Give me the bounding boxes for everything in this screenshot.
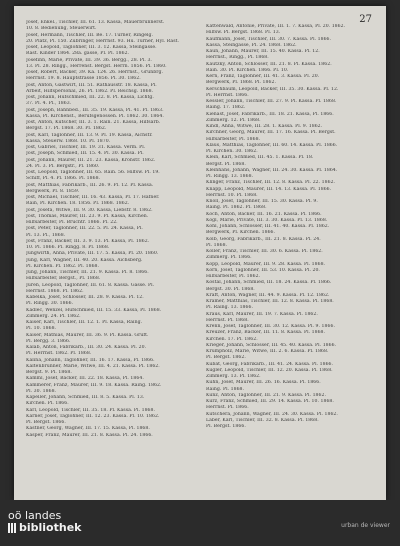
left-column-entry: Kalina, Johann, Taglöhner, III. 16. 17. Kassa, Pl. 1866. — [26, 357, 155, 363]
right-column-entry: Laber, Karl, Tischler, III. 32. 8. Kassa. Pl. 1868. — [206, 417, 319, 423]
left-column-entry: Kaiser, Karl, Tischler, III. 12. 1. Pl. Kassa, Raing. — [26, 320, 143, 325]
right-column-entry: Raing. 17. 1862. — [206, 105, 246, 111]
left-column — [26, 20, 194, 492]
right-column-entry: Kurz, Franz, Schmied, III. 29. 14. Kassa. Pl. 10. 1868. — [206, 399, 334, 404]
left-column-entry: Bergst. 17. Pl. 1868. 30. Pl. 1862. — [26, 126, 107, 132]
right-column-entry: Klaus, Matthias, Taglöhner, III. 60. 14. Kassa. Pl. 1866. — [206, 142, 338, 148]
left-column-entry: Pl. Bergg. 3. 1866. — [26, 338, 71, 344]
right-column-entry: Kugler, Leopold, Tischler, III. 12. 20. Kassa. Pl. 1868. — [206, 367, 333, 373]
left-column-entry: 20. Platz, Pl. 150. Zubringer, Herrnst. 93. Hu. Turner, Hyl. Rast. — [26, 38, 180, 44]
left-column-entry: Jost, Gabriel, Tischler, III. 19. 31. Kassa. Verm. Pl. — [26, 145, 146, 150]
left-column-entry: Jost, Josefa, Witwe, III. 9. 30. Kassa, Liebstr. 8. 1862. — [26, 207, 153, 213]
right-column-entry: Pl. Raing. 13. 1866. — [206, 305, 253, 311]
right-column-entry: Zimmerg. 13. Pl. 1862. — [206, 374, 261, 379]
right-column-entry: Bergwerk, Pl. Kirchen. 1866. — [206, 230, 276, 236]
left-column-entry: 24. Pl. 3. Pl. Bergstr., Pl. 1860. — [26, 163, 100, 169]
right-column-entry: Kopp, Leopold, Maurer, III. 9. 28. Kassa. Pl. 1868. — [206, 261, 326, 267]
logo-text-bottom: bibliothek — [19, 521, 82, 534]
right-column-entry: Rain. 30. Pl. Kirchen. 1866. Pl. 10. — [206, 67, 289, 73]
right-column-entry: Kraft, Anton, Wagner, III. 44. 9. Kassa. Pl. 12. 1862. — [206, 292, 330, 298]
logo-line-bottom — [8, 522, 81, 534]
left-column-entry: Kassa, Pl. Kirchenst., Berufsgenossen. Pl. 1862. 30. 1864. — [26, 113, 164, 119]
right-column-entry: Kaun, Johann, Maurer, III. 15. 40. Kassa. Pl. 12. — [206, 49, 320, 54]
right-column-entry: Knapp, Leopold, Maurer, III. 14. 13. Kassa. Pl. 1866. — [206, 186, 332, 192]
left-column-entry: 10. 8. Bedienung, Steuerwirt. — [26, 26, 97, 32]
right-column-entry: Kautzky, Anton, Schlosser, III. 21. 8. Pl. Kassa. 1862. — [206, 61, 332, 67]
left-column-entry: Bergst. 9. Pl. 1868. — [26, 370, 72, 375]
left-column-entry: Rast. Kinder 1864. 28a. gasse, Pl. Pl. 1862. — [26, 51, 130, 57]
left-column-entry: Jost, Johann, Maurer, III. 21. 23. Kassa, Kronstr. 1862. — [26, 157, 156, 163]
right-column-entry: Kleinhans, Johann, Wagner, III. 24. 30. Kassa. Pl. 1864. — [206, 167, 338, 173]
right-column-entry: Krumpholz, Marie, Witwe, III. 2. 6. Kassa. Pl. 1868. — [206, 349, 329, 354]
right-column-entry: Kirchner, Georg, Maurer, III. 17. 16. Kassa. Pl. Bergst. — [206, 130, 336, 136]
left-column-entry: 13. Pl. 28. Ringg., Herrenst. Bergst. Herrn. 1856. Pl. 1860. — [26, 63, 167, 69]
right-column-entry: Klein, Karl, Schmied, III. 45. 1. Kassa. Pl. 18. — [206, 155, 314, 161]
right-column-entry: Koch, Anton, Bäcker, III. 16. 21. Kassa. Pl. 1866. — [206, 211, 322, 217]
left-column-entry: Pl. Herrnst. 1862. Pl. 1868. — [26, 351, 92, 357]
right-column-entry: Pl. Kirchen. 30. 1862. — [206, 149, 258, 154]
right-column-entry: Kaufmann, Josef, Tischler, III. 30. 7. Kassa. Pl. 1866. — [206, 36, 332, 42]
left-column-entry: Pl. 30. 1868. — [26, 388, 57, 394]
right-column-entry: Kutschera, Johann, Wagner, III. 24. 30. Kassa. Pl. 1862. — [206, 411, 338, 417]
right-column-entry: Bergst. Pl. 1868. — [206, 161, 246, 167]
right-column-entry: Kreuzer, Franz, Bäcker, III. 11. 8. Kassa. Pl. 1868. — [206, 330, 326, 336]
left-column-entry: Schiff, Pl. 4. Pl. 1866. Pl. 1868. — [26, 176, 101, 182]
left-column-entry: Bergwerk, Pl. 8. 1859. — [26, 188, 80, 194]
left-column-entry: Herrnst. 1868. Pl. 1862. — [26, 288, 84, 294]
right-column-entry: Kramer, Matthias, Tischler, III. 12. 8. Kassa. Pl. 1868. — [206, 299, 334, 304]
left-column-entry: Arbeit, Hilfspersonal, 26. Pl. 1862. Pl. Reichsg. 1868. — [26, 88, 154, 94]
left-column-entry: Herrnst. 19. 8. Hauptstrasse 1856. Pl. 30. 1862. — [26, 76, 141, 82]
left-column-entry: Jost, Anton, Kutscher, III. 3. 1. Rain. 21. Kassa, Hilfsarb. — [26, 120, 161, 125]
left-column-entry: Josefinn, Marie, Private, III. 39. 36. Bergg., 28. Pl. 3. — [26, 57, 152, 63]
left-column-entry: Pl. 10. 1868. — [26, 326, 57, 332]
right-column-entry: Kostal, Johann, Schmied, III. 18. 24. Kassa. Pl. 1866. — [206, 280, 332, 286]
right-column-entry: Klinger, Franz, Tischler, III. 12. 8. Kassa. Pl. 22. 1862. — [206, 180, 336, 186]
right-column-entry: Kunz, Anton, Taglöhner, III. 21. 9. Kassa. Pl. 1862. — [206, 392, 326, 398]
right-column-entry: Raing. Pl. 1862. Pl. 1868. — [206, 205, 267, 211]
right-column-entry: Pl. Herrnst. 1866. — [206, 92, 249, 98]
left-column-entry: Kaiser, Mathias, Maurer, III. 36. 9. Pl. Kassa. Gruft. — [26, 332, 149, 338]
left-column-entry: Kassa, Steuerw. 1868. 10. Pl. 1870. — [26, 138, 111, 144]
left-column-entry: Josef, Hermann, Tischler, III. Be. 17. Turner, Ringelg. — [26, 32, 154, 38]
left-column-entry: Jost, Joseph, Bahnbed., III. 35. 19. Kassa, Pl. 41. Pl. 1863. — [26, 107, 164, 113]
left-column-entry: Zimmerg. 24. Pl. 1862. — [26, 313, 81, 319]
left-column-entry: Kammerer, Franz, Maurer, III. 9. 18. Kassa. Raing. 1862. — [26, 382, 162, 388]
left-column-entry: Kastner, Georg, Wagner, III. 17. 15. Kassa, Pl. 1868. — [26, 426, 150, 432]
left-column-entry: Kasper, Franz, Maurer, III. 21. 8. Kassa. Pl. 24. 1866. — [26, 432, 153, 438]
right-column-entry: Herrnst. 10. Pl. 1868. — [206, 192, 258, 198]
right-column-entry: Kassa, Steingasse, Pl. 24. 1868. 1862. — [206, 42, 297, 48]
left-column-entry: Kabelka, Josef, Schlosser, III. 28. 9. Kassa. Pl. 12. — [26, 295, 144, 300]
viewer-brand: urban de viewer — [341, 522, 390, 529]
left-column-entry: 37. Pl. 4. Pl., 1863. — [26, 101, 72, 107]
left-column-entry: Jost, Johann, Hufschmied, III. 22. 8. Pl. Kassa, Lichtg. — [26, 95, 154, 100]
logo-text-top: oö landes — [8, 509, 62, 522]
right-column-entry: Herrnst., Ringg., Pl. 1868. — [206, 55, 269, 61]
right-column-entry: Herrnst. Pl. 1868. — [206, 317, 249, 323]
right-column-entry: Pl. 1868. — [206, 242, 228, 248]
right-column-entry: Zimmerg. Pl. 1866. — [206, 255, 252, 261]
right-column-entry: Kubat, Georg, Fabrikarb., III. 41. 24. Kassa. Pl. 1866. — [206, 361, 334, 367]
logo-bars-icon — [8, 523, 16, 533]
document-page — [14, 6, 386, 500]
left-column-entry: Pl. 13. Pl., 1868. — [26, 232, 66, 238]
left-column-entry: Jost, Peter, Taglöhner, III. 22. 5. Pl. 24. Kassa, Pl. — [26, 226, 143, 232]
left-column-entry: Juren, Leopold, Taglöhner, III. 61. 8. Kassa. Gasse. Pl. — [26, 282, 155, 288]
right-column-entry: Krenn, Josef, Taglöhner, III. 30. 12. Kassa. Pl. 9. 1866. — [206, 324, 335, 329]
left-column-entry: Josef, Robert, Bäcker, 39. Ka. 124. 26. Herrnst., Grünbrg. — [26, 70, 163, 75]
right-column-entry: Hilfsarbeiter, Pl. 1868. — [206, 136, 261, 142]
left-column-entry: Kalab, Anton, Fabrikarb., III. 30. 24. Kassa. Pl. 20. — [26, 345, 147, 350]
left-column-entry: Jost, Thomas, Maurer, III. 23. 9. Pl. Kassa, Kirchen. — [26, 213, 149, 219]
right-column-entry: Kolb, Georg, Fabrikarb., III. 21. 8. Kassa. Pl. 24. — [206, 236, 321, 242]
right-column-entry: Kern, Franz, Taglöhner, III. 41. 3. Kassa. Pl. 20. — [206, 74, 320, 79]
left-column-entry: Jost, Matthias, Fabrikarb., III. 26. 9. Pl. 12. Pl. Kassa. — [26, 182, 154, 188]
left-column-entry: Kirchen. Pl. 1866. — [26, 401, 69, 407]
left-column-entry: Jost, Leopold, Taglöhner, III. 65. Rain. 56. Hilfsw. Pl. 19. — [26, 170, 160, 175]
right-column-entry: Pl. Ringg. 13. 1868. — [206, 174, 254, 179]
left-column-entry: Pl. Kirchen. Pl. 1862. Pl. 1868. — [26, 263, 100, 269]
left-column-entry: Rain, Pl. Kirchen. 18. 1856. Pl. 1868. 1862. — [26, 201, 130, 207]
left-column-entry: Jung, Karl, Wagner, III. 40. 20. Kassa. Aichsberg. — [26, 257, 143, 263]
left-column-entry: Hilfsarbeiter, Pl. Bruchtr. 1866. Pl. 22. — [26, 220, 118, 225]
right-column-entry: Kohl, Johann, Schlosser, III. 41. 40. Kassa. Pl. 1862. — [206, 224, 330, 229]
left-column-entry: Hilfsarbeiter, Bergst., Pl. 1868. — [26, 276, 101, 282]
viewer-footer — [0, 500, 400, 546]
right-column-entry: Hilfsarbeiter, Pl. 1862. — [206, 274, 261, 279]
right-column-entry: Krieger, Johann, Schlosser, III. 45. 40. Kassa. Pl. 1866. — [206, 342, 337, 348]
left-column-entry: Pl. Bergst. 1866. — [26, 420, 66, 425]
left-column-entry: Josef, Enkel., Tischler, III. 61. 13. Kassa, Mauerbrunnerst. — [26, 20, 165, 25]
left-column-entry: Karl, Leopold, Tischler, III. 35. 18. Pl. Kassa. Pl. 1868. — [26, 407, 156, 413]
left-column-entry: Jost, Anton, Gastwirt, III. 51. Rathausstr. 18. Kassa, Pl. — [26, 82, 157, 88]
left-column-entry: Jungwirth, Anna, Private, III. 17. 5. Kassa, Pl. 20. 1860. — [26, 251, 159, 257]
left-column-entry: Jost, Michael, Tischler, III. 16. 43. Kassa, Pl. 17. Hafner. — [26, 195, 160, 200]
left-column-entry: Jost, Franz, Bäcker, III. 3. 9. 13. Pl. Kassa, Pl. 1862. — [26, 238, 150, 244]
right-column-entry: Korn, Josef, Taglöhner, III. 53. 10. Kassa. Pl. 20. — [206, 267, 320, 273]
right-column-entry: Bergwerk, Pl. 1868. Pl. 1862. — [206, 80, 276, 86]
left-column-entry: Kaltenbrunner, Marie, Witwe, III. 4. 21. Kassa. Pl. 1862. — [26, 363, 160, 369]
left-column-entry: 10. Pl. 1866. Pl. Ringg. 8. Pl. 1868. — [26, 245, 110, 250]
left-column-entry: Jost, Joseph, Schmied, III. 15. 4. Pl. 30. Kassa. Pl. — [26, 151, 144, 157]
right-column-entry: Kattenwald, Antonie, Private, III. 1. 7. Kassa, Pl. 20. 1862. — [206, 24, 346, 29]
right-column-entry: Koller, Franz, Tischler, III. 30. 6. Kassa. Pl. 1862. — [206, 249, 323, 254]
right-column-entry: Raing. Pl. 1868. — [206, 386, 245, 392]
right-column-entry: Kirchen. 17. Pl. 1862. — [206, 336, 258, 342]
right-column-entry: Kessler, Johann, Tischler, III. 27. 9. Pl. Kassa. Pl. 1868. — [206, 99, 337, 104]
right-column-entry: Kraus, Karl, Maurer, III. 19. 7. Kassa. Pl. 1862. — [206, 311, 318, 317]
left-column-entry: Pl. Ringg. 30. 1866. — [26, 301, 74, 307]
left-column-entry: Josef, Leopold, Taglöhner, III. 3. 12. Kassa, Steingasse. — [26, 45, 157, 50]
right-column-entry: Pl. Bergst. 1862. — [206, 355, 246, 361]
right-column-entry: Kindl, Anna, Witwe, III. 28. 1. Kassa. Pl. 9. 1862. — [206, 124, 323, 129]
right-column-entry: Kühn, Josef, Maurer, III. 26. 16. Kassa. Pl. 1866. — [206, 380, 321, 386]
left-column-entry: Kamml, Josef, Bäcker, III. 22. 18. Kassa, Pl. 1864. — [26, 376, 144, 382]
right-column-entry: Zimmerg. 12. Pl. 1868. — [206, 117, 261, 123]
left-column-entry: Jung, Johann, Tischler, III. 21. 9. Kassa. Pl. 8. 1866. — [26, 270, 149, 275]
right-column-entry: Pl. Bergst. 1866. — [206, 424, 246, 429]
right-column-entry: Herrnst. Pl. 1866. — [206, 405, 249, 411]
left-column-entry: Karner, Josef, Taglöhner, III. 12. 23. Kassa. Pl. 10. 1862. — [26, 413, 160, 419]
library-logo[interactable] — [8, 510, 81, 534]
left-column-entry: Kadlec, Wenzel, Hufschmied, III. 15. 33. Kassa, Pl. 1868. — [26, 307, 162, 313]
page-number: 27 — [359, 14, 372, 25]
right-column-entry: Kögl, Marie, Private, III. 3. 30. Kassa. Pl. 13. 1868. — [206, 217, 328, 223]
right-column-entry: Bergst. 30. Pl. 1868. — [206, 286, 255, 292]
left-column-entry: Kapeller, Johann, Schmied, III. 8. 5. Kassa. Pl. 13. — [26, 395, 145, 400]
right-column — [206, 24, 374, 496]
right-column-entry: Hilfsw. Pl. Bergst. 1868. Pl. 13. — [206, 30, 281, 36]
right-column-entry: Kienast, Josef, Fabrikarb., III. 18. 21. Kassa, Pl. 1866. — [206, 111, 334, 117]
left-column-entry: Jost, Karl, Taglöhner, III. 13. 9. Pl. 19. Kassa, Aichstr. — [26, 132, 153, 138]
right-column-entry: Knoll, Josef, Taglöhner, III. 15. 30. Kassa. Pl. 9. — [206, 199, 318, 204]
right-column-entry: Kerschbaum, Leopold, Bäcker, III. 35. 30. Kassa. Pl. 12. — [206, 86, 339, 92]
